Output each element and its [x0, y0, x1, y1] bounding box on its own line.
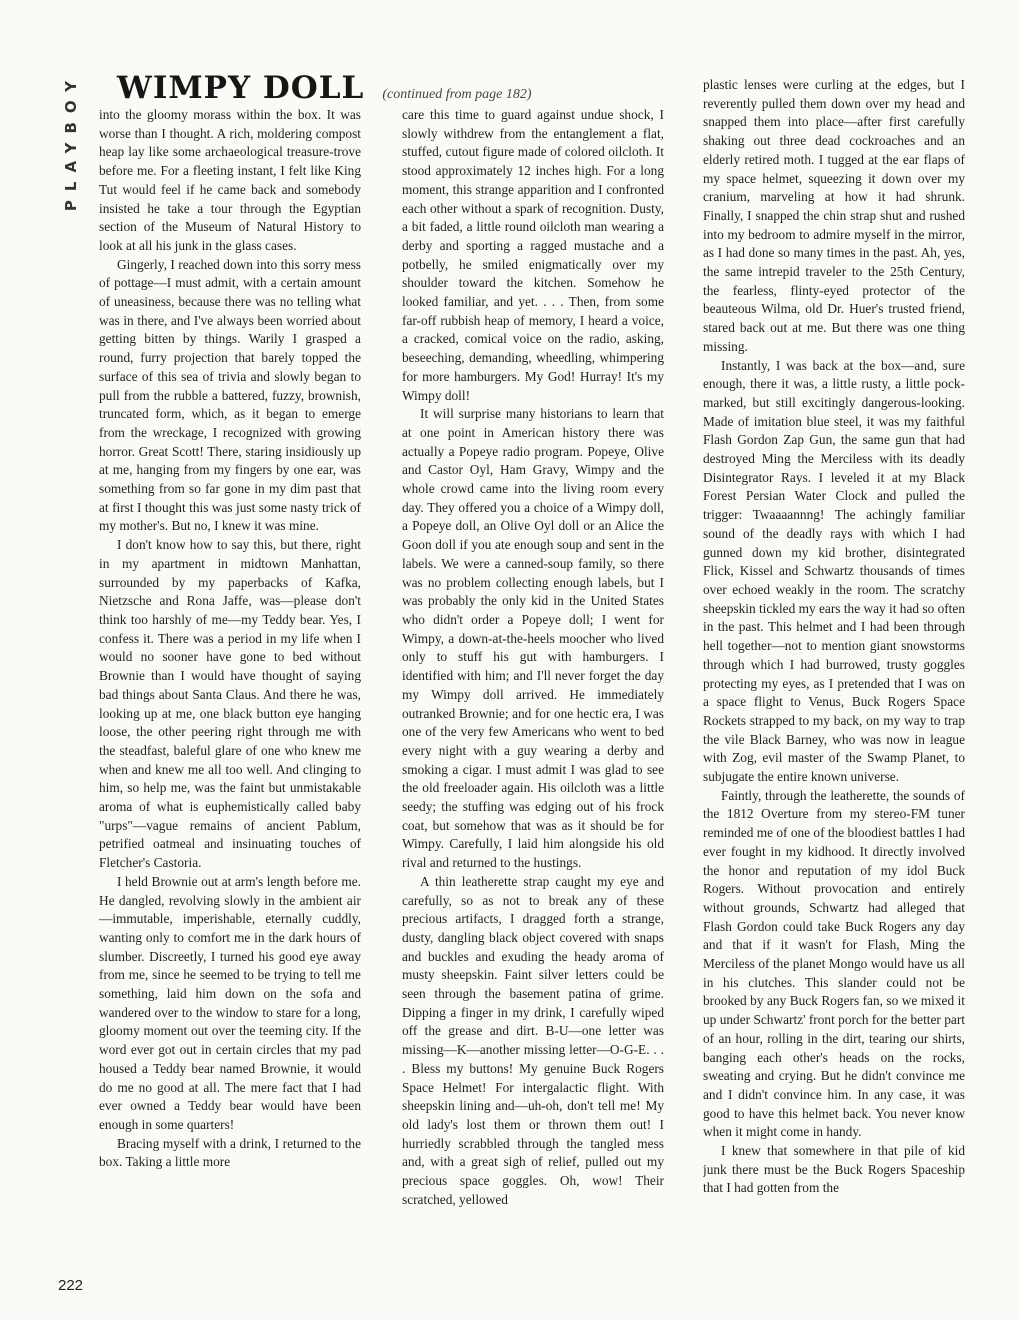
paragraph: I knew that somewhere in that pile of kid junk there must be the Buck Rogers Spaceship that I had gotten from the: [703, 1143, 965, 1196]
paragraph: Gingerly, I reached down into this sorry mess of pottage—I must admit, with a certain amount of uneasiness, because there was no telling what was in there, and I've always been worried about getting bitten by things. Warily I grasped a round, furry projection that barely topped the surface of this sea of trivia and slowly began to pull from the rubble a battered, fuzzy, brownish, truncated form, which, as it began to emerge from the wreckage, I recognized with growing horror. Great Scott! There, staring insidiously up at me, hanging from my fingers by one ear, was something from so far gone in my dim past that at first I thought this was just some nasty trick of my mother's. But no, I knew it was mine.: [99, 256, 361, 534]
text-column-3: [703, 76, 965, 1291]
paragraph: into the gloomy morass within the box. It was worse than I thought. A rich, moldering compost heap lay like some archaeological treasure-trove before me. For a fleeting instant, I felt like King Tut would feel if he came back and somebody insisted he take a tour through the Egyptian section of the Museum of Natural History to look at all his junk in the glass cases.: [99, 107, 361, 253]
paragraph: Bracing myself with a drink, I returned to the box. Taking a little more: [99, 1135, 361, 1170]
paragraph: Faintly, through the leatherette, the sounds of the 1812 Overture from my stereo-FM tuner reminded me of one of the bloodiest battles I had ever fought in my kidhood. It directly involved the honor and reputation of my idol Buck Rogers. Without provocation and entirely without grounds, Schwartz had alleged that Flash Gordon could take Buck Rogers any day and that if it wasn't for Flash, Ming the Merciless of the planet Mongo would have us all in his clutches. This slander could not be brooked by any Buck Rogers fan, so we mixed it up under Schwartz' front porch for the better part of an hour, rolling in the dirt, tearing our shirts, banging each other's heads on the rocks, sweating and crying. But he didn't convince me and I didn't convince him. In any case, it was good to have this helmet back. You never know when it might come in handy.: [703, 787, 965, 1140]
paragraph: Instantly, I was back at the box—and, sure enough, there it was, a little rusty, a little pock-marked, but still excitingly dangerous-looking. Made of imitation blue steel, it was my faithful Flash Gordon Zap Gun, the same gun that had destroyed Ming the Merciless with its deadly Disintegrator Rays. I leveled it at my Black Forest Persian Water Clock and pulled the trigger: Twaaaannng! The achingly familiar sound of the deadly rays with which I had gunned down my kid brother, disintegrated Flick, Kissel and Schwartz thousands of times over echoed weakly in the room. The scratchy sheepskin tickled my ears the way it had so often in the past. This helmet and I had been through hell together—not to mention giant snowstorms through which I had burrowed, trusty goggles protecting my eyes, as I pretended that I was on a space flight to Venus, Buck Rogers Space Rockets strapped to my back, on my way to trap the vile Black Barney, who was now in league with Zog, evil master of the Swamp Planet, to subjugate the entire known universe.: [703, 357, 965, 785]
magazine-spine-label: PLAYBOY: [62, 72, 80, 212]
paragraph: I held Brownie out at arm's length before me. He dangled, revolving slowly in the ambient air—immutable, imperishable, eternally cuddly, wanting only to comfort me in the dark hours of slumber. Discreetly, I turned his good eye away from me, since he seemed to be trying to tell me something, laid him down on the sofa and wandered over to the window to stare for a long, gloomy moment out over the teeming city. If the word ever got out in certain circles that my pad housed a Teddy bear named Brownie, it would do me no good at all. The mere fact that I had ever owned a Teddy bear would have been enough in some quarters!: [99, 873, 361, 1132]
article-title: WIMPY DOLL: [117, 70, 365, 106]
page-number: 222: [58, 1277, 84, 1294]
paragraph: A thin leatherette strap caught my eye and carefully, so as not to break any of these precious artifacts, I dragged forth a strange, dusty, dangling black object covered with snaps and buckles and exuding the heady aroma of musty sheepskin. Faint silver letters could be seen through the basement patina of grime. Dipping a finger in my drink, I carefully wiped off the grease and dirt. B-U—one letter was missing—K—another missing letter—O-G-E. . . . Bless my buttons! My genuine Buck Rogers Space Helmet! For intergalactic flight. With sheepskin lining and—uh-oh, don't tell me! My old lady's lost them or thrown them out! I hurriedly scrabbled through the tangled mess and, with a great sigh of relief, pulled out my precious space goggles. Oh, wow! Their scratched, yellowed: [402, 873, 664, 1207]
text-column-2: [402, 106, 664, 1291]
paragraph: plastic lenses were curling at the edges, but I reverently pulled them down over my head and snapped them into place—after first carefully shaking out three dead cockroaches and an elderly retired moth. I tugged at the ear flaps of my space helmet, squeezing it down over my cranium, marveling at how it had shrunk. Finally, I snapped the chin strap shut and rushed into my bedroom to admire myself in the mirror, as I had done so many times in the past. Ah, yes, the same intrepid traveler to the 25th Century, the fearless, flinty-eyed protector of the beauteous Wilma, old Dr. Huer's trusted friend, stared back out at me. But there was one thing missing.: [703, 77, 965, 354]
paragraph: It will surprise many historians to learn that at one point in American history there was actually a Popeye radio program. Popeye, Olive and Castor Oyl, Ham Gravy, Wimpy and the whole crowd came into the living room every day. They offered you a choice of a Wimpy doll, a Popeye doll, an Olive Oyl doll or an Alice the Goon doll if you ate enough soup and sent in the labels. We were a canned-soup family, so there was no problem collecting enough labels, but I was probably the only kid in the United States who didn't order a Popeye doll; I went for Wimpy, a down-at-the-heels moocher who lived only to stuff his gut with hamburgers. I identified with him; and I'll never forget the day my Wimpy doll arrived. He immediately outranked Brownie; and for one hectic era, I was one of the very few Americans who went to bed every night with a guy wearing a derby and smoking a cigar. I must admit I was glad to see the old freeloader again. His oilcloth was a little seedy; the stuffing was edging out of his frock coat, but somehow that was as it should be for Wimpy. Carefully, I laid him alongside his old rival and returned to the hustings.: [402, 406, 664, 871]
text-column-1: [99, 106, 361, 1291]
paragraph: care this time to guard against undue shock, I slowly withdrew from the entanglement a flat, stuffed, cutout figure made of colored oilcloth. It stood approximately 12 inches high. For a long moment, this strange apparition and I confronted each other without a spark of recognition. Dusty, a bit faded, a little round oilcloth man wearing a derby and sporting a ragged mustache and a potbelly, he smiled enigmatically over my shoulder toward the kitchen. Somehow he looked familiar, and yet. . . . Then, from some far-off rubbish heap of memory, I heard a voice, a cracked, comical voice on the radio, asking, beseeching, demanding, wheedling, whimpering for more hamburgers. My God! Hurray! It's my Wimpy doll!: [402, 107, 664, 403]
paragraph: I don't know how to say this, but there, right in my apartment in midtown Manhattan, surrounded by my paperbacks of Kafka, Nietzsche and Rona Jaffe, was—please don't think too harshly of me—my Teddy bear. Yes, I confess it. There was a period in my life when I would no sooner have gone to bed without Brownie than I would have thought of saying bad things about Santa Claus. And there he was, looking up at me, one black button eye hanging loose, the other peering right through me with the steadfast, baleful glare of one who knew me when and knew me all too well. And clinging to him, so help me, was the faint but unmistakable aroma of what is euphemistically called baby "urps"—vague remains of ancient Pablum, petrified oatmeal and insinuating touches of Fletcher's Castoria.: [99, 537, 361, 871]
continued-note: (continued from page 182): [382, 87, 532, 102]
article-header: [117, 70, 677, 110]
